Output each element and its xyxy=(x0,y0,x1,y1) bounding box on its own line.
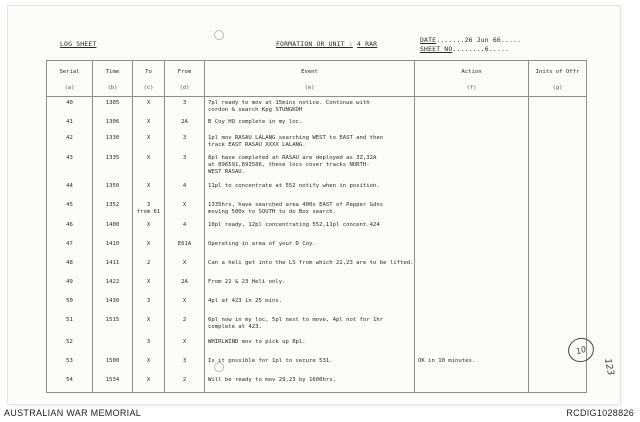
sublabel: (f) xyxy=(415,85,529,97)
row-to: X xyxy=(133,219,165,238)
row-time: 1534 xyxy=(93,374,133,393)
row-time xyxy=(93,336,133,355)
row-time: 1350 xyxy=(93,180,133,199)
sublabel: (g) xyxy=(529,85,587,97)
row-to: 3 xyxy=(133,336,165,355)
date-value: 26 Jun 66 xyxy=(464,36,501,44)
row-serial: 54 xyxy=(47,374,93,393)
row-initials xyxy=(529,116,587,132)
row-to: X xyxy=(133,355,165,374)
row-to: X xyxy=(133,152,165,180)
row-serial: 53 xyxy=(47,355,93,374)
sheet-no-field: SHEET NO........6..... xyxy=(420,45,510,53)
row-time: 1500 xyxy=(93,355,133,374)
row-from: X xyxy=(165,336,205,355)
row-initials xyxy=(529,152,587,180)
row-serial: 51 xyxy=(47,314,93,336)
row-time: 1422 xyxy=(93,276,133,295)
log-sheet-title: LOG SHEET xyxy=(60,40,97,48)
log-row xyxy=(47,276,587,295)
row-serial: 40 xyxy=(47,97,93,117)
date-label: DATE xyxy=(420,36,437,44)
sheet-no-value: 6 xyxy=(484,45,489,53)
row-serial: 43 xyxy=(47,152,93,180)
row-event: WHIRLWIND mov to pick up 8pl. xyxy=(205,336,415,355)
row-time: 1411 xyxy=(93,257,133,276)
row-action xyxy=(415,314,529,336)
row-initials xyxy=(529,314,587,336)
sheet-no-label: SHEET NO xyxy=(420,45,453,53)
col-to: To xyxy=(133,61,165,86)
footer-institution: AUSTRALIAN WAR MEMORIAL xyxy=(4,408,142,418)
row-action xyxy=(415,199,529,219)
row-time: 1330 xyxy=(93,132,133,152)
row-to: 3 xyxy=(133,295,165,314)
row-to: X xyxy=(133,314,165,336)
row-from: 4 xyxy=(165,180,205,199)
row-event: Operating in area of your D Coy. xyxy=(205,238,415,257)
row-initials xyxy=(529,295,587,314)
row-from: X xyxy=(165,295,205,314)
row-time: 1410 xyxy=(93,238,133,257)
row-initials xyxy=(529,276,587,295)
row-action xyxy=(415,152,529,180)
row-event: Will be ready to mov 29,23 by 1600hrs. xyxy=(205,374,415,393)
row-action xyxy=(415,295,529,314)
log-row xyxy=(47,295,587,314)
log-row xyxy=(47,257,587,276)
row-from: 2A xyxy=(165,276,205,295)
row-serial: 46 xyxy=(47,219,93,238)
row-action xyxy=(415,276,529,295)
row-action xyxy=(415,257,529,276)
row-event: B Coy HQ complete in my loc. xyxy=(205,116,415,132)
row-event: 1pl mov RASAU LALANG searching WEST to EAST and then track EAST RASAU XXXX LALANG. xyxy=(205,132,415,152)
log-row xyxy=(47,355,587,374)
log-row xyxy=(47,180,587,199)
circled-note: 10 xyxy=(574,344,588,356)
row-action xyxy=(415,219,529,238)
log-row xyxy=(47,219,587,238)
row-event: 6pl now in my loc, 5pl next to move, 4pl not for 1hr complete at 423. xyxy=(205,314,415,336)
row-event: 7pl ready to mov at 15mins notice. Continue with cordon & search Kpg STUNGKOH xyxy=(205,97,415,117)
log-row xyxy=(47,238,587,257)
row-action xyxy=(415,116,529,132)
row-to: X xyxy=(133,97,165,117)
row-event: Is it possible for 1pl to secure 531. xyxy=(205,355,415,374)
row-from: X xyxy=(165,199,205,219)
punch-hole xyxy=(214,30,224,40)
row-serial: 48 xyxy=(47,257,93,276)
log-row xyxy=(47,199,587,219)
row-to: X xyxy=(133,180,165,199)
row-action xyxy=(415,336,529,355)
row-time: 1335 xyxy=(93,152,133,180)
row-from: 3 xyxy=(165,97,205,117)
row-to: X xyxy=(133,116,165,132)
log-row xyxy=(47,152,587,180)
row-from: 3 xyxy=(165,132,205,152)
row-to: X xyxy=(133,238,165,257)
row-event: 10pl ready, 12pl concentrating 552,11pl concent.424 xyxy=(205,219,415,238)
row-action xyxy=(415,238,529,257)
col-from: From xyxy=(165,61,205,86)
row-time: 1430 xyxy=(93,295,133,314)
log-row xyxy=(47,314,587,336)
column-sublabel-row xyxy=(47,85,587,97)
log-table xyxy=(46,60,587,393)
formation-field xyxy=(276,40,377,48)
row-initials xyxy=(529,132,587,152)
row-event: 11pl to concentrate at 552 notify when in position. xyxy=(205,180,415,199)
log-entries xyxy=(47,97,587,393)
row-time: 1400 xyxy=(93,219,133,238)
sublabel: (a) xyxy=(47,85,93,97)
row-serial: 49 xyxy=(47,276,93,295)
handwritten-page-number: 123 xyxy=(601,357,616,377)
row-initials xyxy=(529,199,587,219)
log-row xyxy=(47,374,587,393)
row-event: From 22 & 23 Heli only. xyxy=(205,276,415,295)
row-action xyxy=(415,180,529,199)
formation-value: 4 RAR xyxy=(356,40,378,48)
log-row xyxy=(47,97,587,117)
log-row xyxy=(47,132,587,152)
sublabel: (b) xyxy=(93,85,133,97)
row-initials xyxy=(529,238,587,257)
row-to: X xyxy=(133,132,165,152)
row-from: 2 xyxy=(165,314,205,336)
row-event: Can a heli get into the LS from which 22,23 are to be lifted. xyxy=(205,257,415,276)
row-from: 2 xyxy=(165,374,205,393)
row-time: 1515 xyxy=(93,314,133,336)
row-time: 1352 xyxy=(93,199,133,219)
row-serial: 45 xyxy=(47,199,93,219)
column-header-row xyxy=(47,61,587,86)
row-to: X xyxy=(133,374,165,393)
row-initials xyxy=(529,257,587,276)
row-initials xyxy=(529,180,587,199)
formation-label: FORMATION OR UNIT : xyxy=(276,40,353,48)
row-time: 1306 xyxy=(93,116,133,132)
row-event: 8pl have completed at RASAU are deployed as 3Z,32A at 896591,893586, these locs cover tracks NORTH- WEST RASAU. xyxy=(205,152,415,180)
row-initials xyxy=(529,219,587,238)
row-serial: 47 xyxy=(47,238,93,257)
col-event: Event xyxy=(205,61,415,86)
row-from: E61A xyxy=(165,238,205,257)
log-row xyxy=(47,116,587,132)
row-to: 3 from 61 xyxy=(133,199,165,219)
row-serial: 42 xyxy=(47,132,93,152)
col-time: Time xyxy=(93,61,133,86)
row-action xyxy=(415,374,529,393)
row-from: X xyxy=(165,257,205,276)
row-to: X xyxy=(133,276,165,295)
row-initials xyxy=(529,97,587,117)
row-serial: 50 xyxy=(47,295,93,314)
row-to: 2 xyxy=(133,257,165,276)
row-from: 3 xyxy=(165,355,205,374)
log-row xyxy=(47,336,587,355)
row-time: 1305 xyxy=(93,97,133,117)
sublabel: (c) xyxy=(133,85,165,97)
date-field: DATE.......26 Jun 66..... xyxy=(420,36,522,44)
row-serial: 52 xyxy=(47,336,93,355)
footer-reference: RCDIG1028826 xyxy=(566,408,634,418)
row-serial: 41 xyxy=(47,116,93,132)
row-from: 2A xyxy=(165,116,205,132)
col-serial: Serial xyxy=(47,61,93,86)
sublabel: (e) xyxy=(205,85,415,97)
row-action: OK in 10 minutes. xyxy=(415,355,529,374)
row-event: 1335hrs, have searched area 400x EAST of Pepper Gdns moving 500x to SOUTH to do Box search. xyxy=(205,199,415,219)
row-action xyxy=(415,97,529,117)
col-initials: Inits of Offr xyxy=(529,61,587,86)
row-from: 4 xyxy=(165,219,205,238)
sublabel: (d) xyxy=(165,85,205,97)
row-serial: 44 xyxy=(47,180,93,199)
row-initials xyxy=(529,374,587,393)
col-action: Action xyxy=(415,61,529,86)
row-from: 3 xyxy=(165,152,205,180)
row-action xyxy=(415,132,529,152)
row-event: 4pl at 423 in 25 mins. xyxy=(205,295,415,314)
